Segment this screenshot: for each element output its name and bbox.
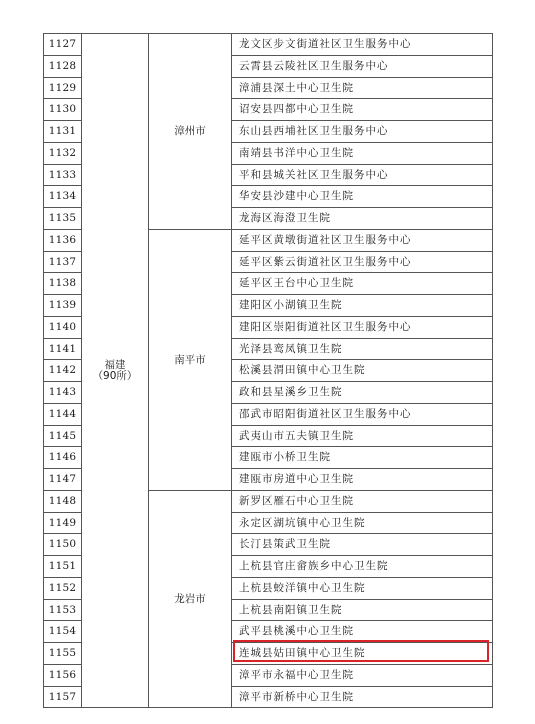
institution-name: 光泽县鸾凤镇卫生院 xyxy=(232,338,493,360)
row-number: 1127 xyxy=(44,34,82,56)
row-number: 1142 xyxy=(44,360,82,382)
institution-name: 东山县西埔社区卫生服务中心 xyxy=(232,121,493,143)
row-number: 1154 xyxy=(44,621,82,643)
institution-name: 永定区湖坑镇中心卫生院 xyxy=(232,512,493,534)
row-number: 1138 xyxy=(44,273,82,295)
row-number: 1135 xyxy=(44,208,82,230)
table-row xyxy=(44,34,493,56)
institution-name: 龙文区步文街道社区卫生服务中心 xyxy=(232,34,493,56)
institution-name: 诏安县四都中心卫生院 xyxy=(232,99,493,121)
institution-name: 建阳区小湖镇卫生院 xyxy=(232,295,493,317)
institution-name: 上杭县南阳镇卫生院 xyxy=(232,599,493,621)
institution-name: 建瓯市小桥卫生院 xyxy=(232,447,493,469)
row-number: 1148 xyxy=(44,490,82,512)
row-number: 1155 xyxy=(44,643,82,665)
row-number: 1145 xyxy=(44,425,82,447)
institution-name: 上杭县官庄畲族乡中心卫生院 xyxy=(232,556,493,578)
row-number: 1143 xyxy=(44,382,82,404)
row-number: 1146 xyxy=(44,447,82,469)
province-count: （90所） xyxy=(92,369,138,382)
row-number: 1128 xyxy=(44,55,82,77)
institution-name: 长汀县策武卫生院 xyxy=(232,534,493,556)
institution-name: 建瓯市房道中心卫生院 xyxy=(232,469,493,491)
row-number: 1150 xyxy=(44,534,82,556)
city-cell-zhangzhou: 漳州市 xyxy=(149,34,232,230)
institution-name: 南靖县书洋中心卫生院 xyxy=(232,142,493,164)
institution-name: 延平区紫云街道社区卫生服务中心 xyxy=(232,251,493,273)
institution-name: 延平区王台中心卫生院 xyxy=(232,273,493,295)
institution-name: 武平县桃溪中心卫生院 xyxy=(232,621,493,643)
row-number: 1144 xyxy=(44,403,82,425)
row-number: 1149 xyxy=(44,512,82,534)
row-number: 1157 xyxy=(44,686,82,708)
institution-name: 漳浦县深土中心卫生院 xyxy=(232,77,493,99)
row-number: 1147 xyxy=(44,469,82,491)
row-number: 1136 xyxy=(44,229,82,251)
institution-name: 华安县沙建中心卫生院 xyxy=(232,186,493,208)
institution-name: 云霄县云陵社区卫生服务中心 xyxy=(232,55,493,77)
institution-name: 漳平市永福中心卫生院 xyxy=(232,664,493,686)
row-number: 1137 xyxy=(44,251,82,273)
row-number: 1141 xyxy=(44,338,82,360)
row-number: 1130 xyxy=(44,99,82,121)
province-name: 福建 xyxy=(104,359,126,372)
institution-name: 上杭县蛟洋镇中心卫生院 xyxy=(232,577,493,599)
hospital-list-table xyxy=(43,33,493,708)
row-number: 1153 xyxy=(44,599,82,621)
institution-name: 建阳区崇阳街道社区卫生服务中心 xyxy=(232,316,493,338)
row-number: 1156 xyxy=(44,664,82,686)
institution-name: 武夷山市五夫镇卫生院 xyxy=(232,425,493,447)
city-cell-nanping: 南平市 xyxy=(149,229,232,490)
row-number: 1131 xyxy=(44,121,82,143)
row-number: 1140 xyxy=(44,316,82,338)
province-cell xyxy=(82,34,149,708)
institution-name: 政和县星溪乡卫生院 xyxy=(232,382,493,404)
city-cell-longyan: 龙岩市 xyxy=(149,490,232,708)
institution-name: 延平区黄墩街道社区卫生服务中心 xyxy=(232,229,493,251)
institution-name: 新罗区雁石中心卫生院 xyxy=(232,490,493,512)
row-number: 1152 xyxy=(44,577,82,599)
institution-name: 龙海区海澄卫生院 xyxy=(232,208,493,230)
institution-name: 漳平市新桥中心卫生院 xyxy=(232,686,493,708)
row-number: 1151 xyxy=(44,556,82,578)
row-number: 1129 xyxy=(44,77,82,99)
row-number: 1139 xyxy=(44,295,82,317)
institution-name-highlighted: 连城县姑田镇中心卫生院 xyxy=(232,643,493,665)
institution-name: 邵武市昭阳街道社区卫生服务中心 xyxy=(232,403,493,425)
institution-name: 松溪县渭田镇中心卫生院 xyxy=(232,360,493,382)
institution-name: 平和县城关社区卫生服务中心 xyxy=(232,164,493,186)
row-number: 1132 xyxy=(44,142,82,164)
row-number: 1133 xyxy=(44,164,82,186)
table-body xyxy=(44,34,493,708)
row-number: 1134 xyxy=(44,186,82,208)
